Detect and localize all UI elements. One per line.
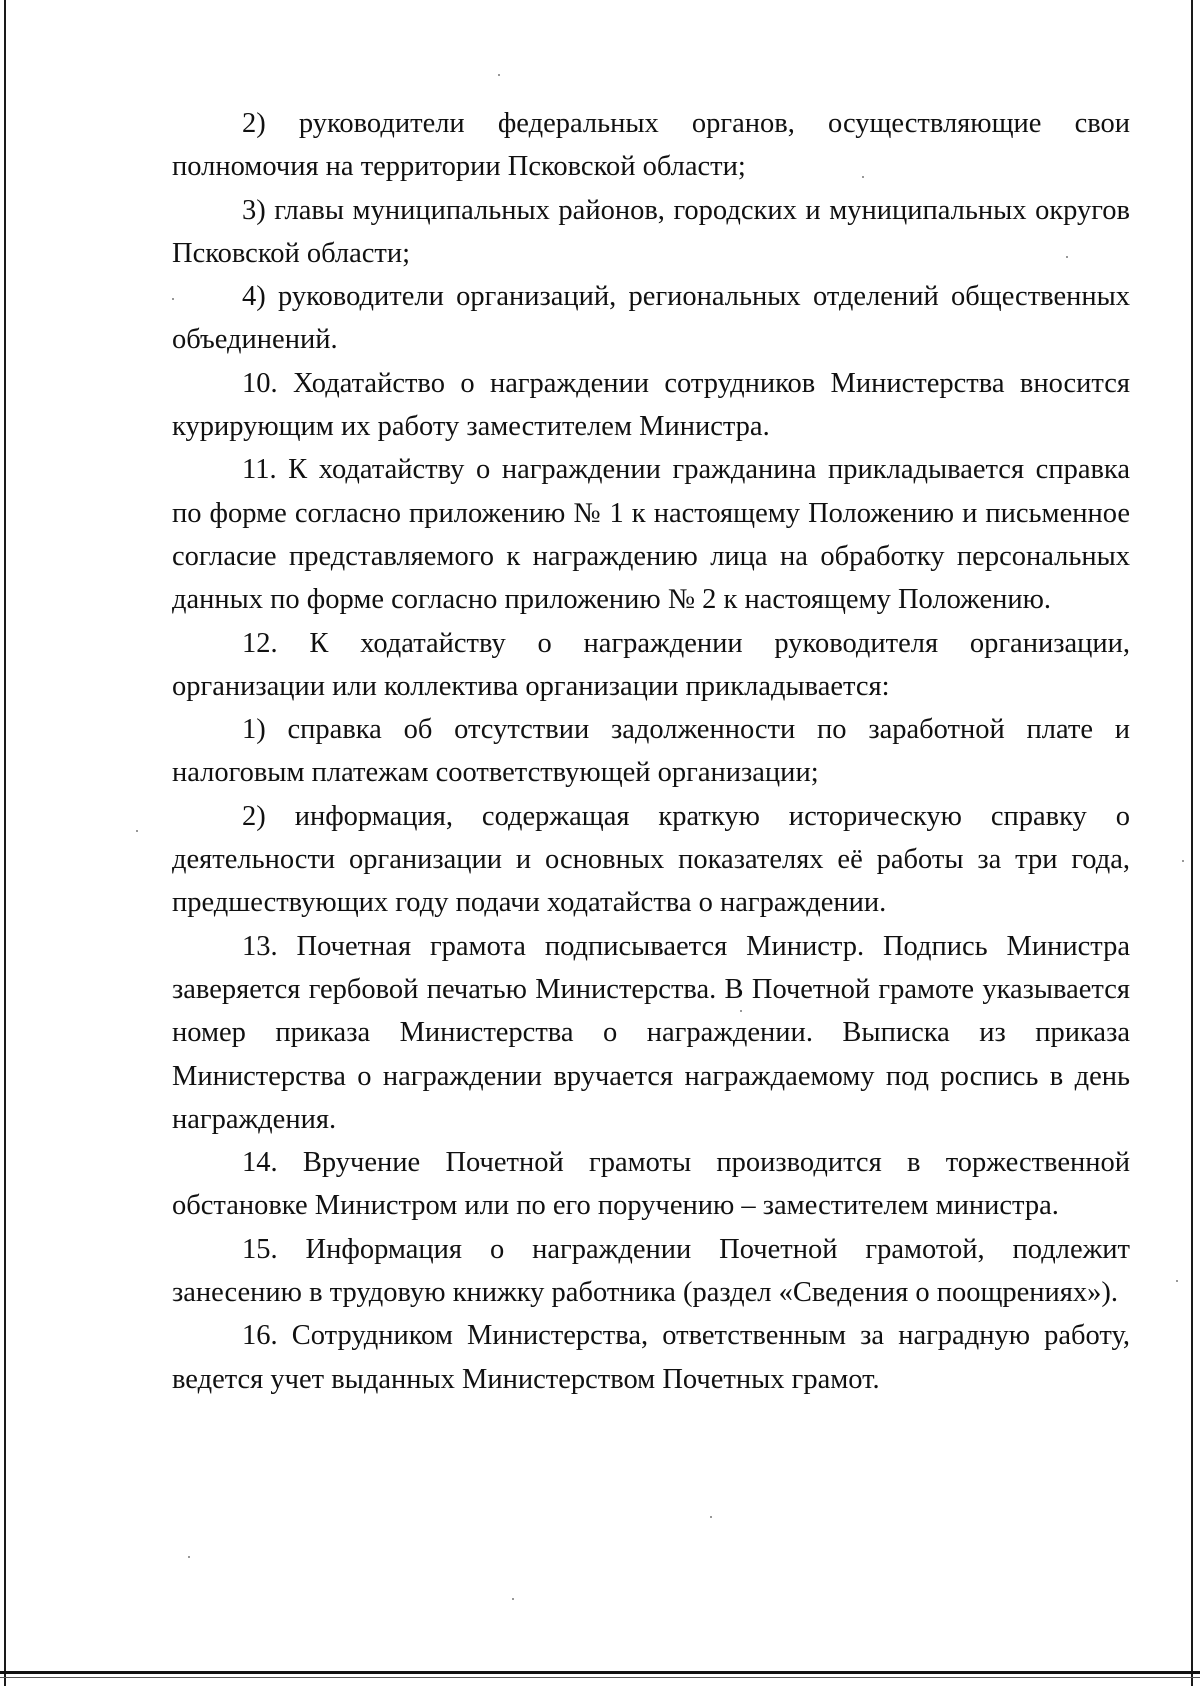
paragraph-clause-16: 16. Сотрудником Министерства, ответственным за наградную работу, ведется учет выданных Министерством Почетных грамот.: [172, 1320, 1130, 1395]
paragraph-clause-12: 12. К ходатайству о награждении руководителя организации, организации или коллектива организации прикладывается:: [172, 627, 1130, 702]
scan-speck: [188, 1556, 190, 1558]
paragraph-clause-12-item-1: 1) справка об отсутствии задолженности по заработной плате и налоговым платежам соответствующей организации;: [172, 714, 1130, 789]
paragraph-clause-13: 13. Почетная грамота подписывается Министр. Подпись Министра заверяется гербовой печатью Министерства. В Почетной грамоте указывается номер приказа Министерства о награждении. Выписка из приказа Министерства о награждении вручается награждаемому под роспись в день награждения.: [172, 930, 1130, 1135]
paragraph-item-3: 3) главы муниципальных районов, городских и муниципальных округов Псковской области;: [172, 194, 1130, 269]
scan-edge-left: [4, 0, 6, 1686]
paragraph-item-4: 4) руководители организаций, региональных отделений общественных объединений.: [172, 281, 1130, 356]
scan-speck: [710, 1516, 712, 1518]
paragraph-clause-14: 14. Вручение Почетной грамоты производится в торжественной обстановке Министром или по его поручению – заместителем министра.: [172, 1147, 1130, 1222]
paragraph-clause-11: 11. К ходатайству о награждении гражданина прикладывается справка по форме согласно приложению № 1 к настоящему Положению и письменное согласие представляемого к награждению лица на обработку персональных данных по форме согласно приложению № 2 к настоящему Положению.: [172, 454, 1130, 616]
scan-speck: [136, 830, 138, 832]
paragraph-clause-10: 10. Ходатайство о награждении сотрудников Министерства вносится курирующим их работу заместителем Министра.: [172, 367, 1130, 443]
scan-edge-bottom-line: [0, 1677, 1200, 1678]
scan-edge-right: [1191, 0, 1193, 1686]
scan-speck: [1176, 1280, 1178, 1282]
scan-speck: [498, 74, 500, 76]
document-body: [172, 102, 1130, 1401]
scan-speck: [512, 1598, 514, 1600]
paragraph-item-2: 2) руководители федеральных органов, осуществляющие свои полномочия на территории Псковской области;: [172, 108, 1130, 183]
scan-speck: [1182, 860, 1184, 862]
paragraph-clause-12-item-2: 2) информация, содержащая краткую историческую справку о деятельности организации и основных показателях её работы за три года, предшествующих году подачи ходатайства о награждении.: [172, 800, 1130, 919]
scan-edge-bottom: [0, 1671, 1200, 1674]
paragraph-clause-15: 15. Информация о награждении Почетной грамотой, подлежит занесению в трудовую книжку работника (раздел «Сведения о поощрениях»).: [172, 1233, 1130, 1309]
